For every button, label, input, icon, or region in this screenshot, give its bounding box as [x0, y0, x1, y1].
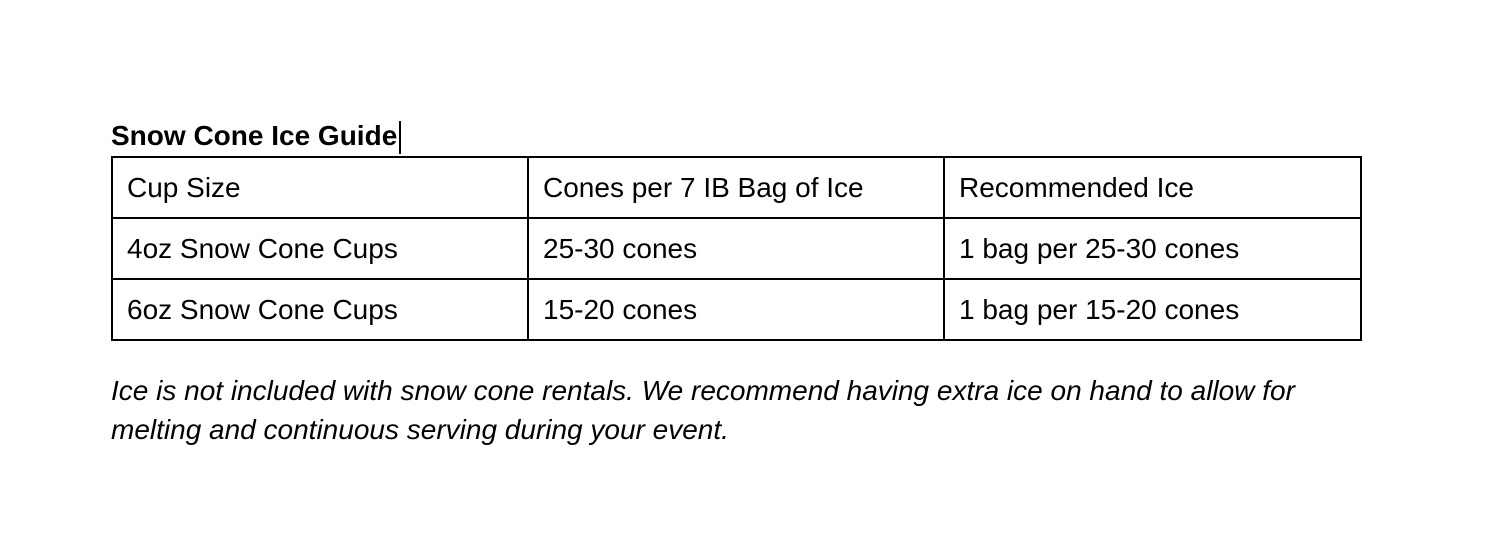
table-cell[interactable]: 15-20 cones — [528, 279, 944, 340]
ice-guide-table[interactable] — [111, 156, 1362, 341]
table-header-row — [112, 157, 1361, 218]
table-cell[interactable]: 1 bag per 25-30 cones — [944, 218, 1361, 279]
table-row — [112, 218, 1361, 279]
header-recommended-ice[interactable]: Recommended Ice — [944, 157, 1361, 218]
document-title[interactable]: Snow Cone Ice Guide — [111, 120, 398, 151]
text-cursor — [399, 121, 401, 154]
table-cell[interactable]: 6oz Snow Cone Cups — [112, 279, 528, 340]
rental-note[interactable]: Ice is not included with snow cone rentals. We recommend having extra ice on hand to allow for melting and continuous serving during your event. — [111, 375, 1295, 445]
table-cell[interactable]: 1 bag per 15-20 cones — [944, 279, 1361, 340]
header-cup-size[interactable]: Cup Size — [112, 157, 528, 218]
document-body[interactable] — [111, 118, 1360, 477]
title-line[interactable] — [111, 118, 1360, 154]
table-cell[interactable]: 25-30 cones — [528, 218, 944, 279]
table-row — [112, 279, 1361, 340]
table-cell[interactable]: 4oz Snow Cone Cups — [112, 218, 528, 279]
header-cones-per-bag[interactable]: Cones per 7 IB Bag of Ice — [528, 157, 944, 218]
